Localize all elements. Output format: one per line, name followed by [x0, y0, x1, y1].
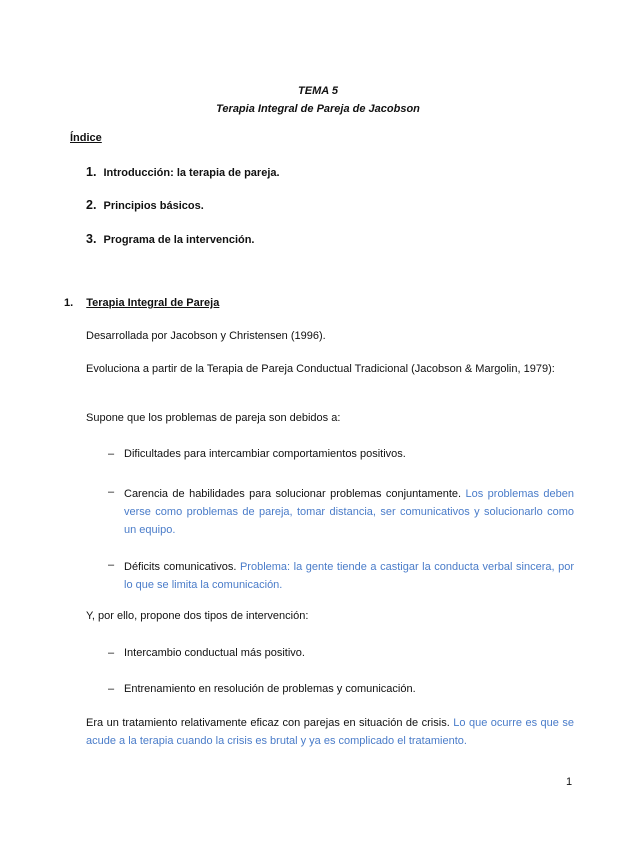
paragraph: Desarrollada por Jacobson y Christensen (1996). — [86, 330, 326, 342]
index-heading: Índice — [70, 132, 102, 144]
bullet-text: Déficits comunicativos. — [124, 561, 237, 573]
index-item — [86, 165, 280, 179]
bullet-note: Problema: la gente tiende a castigar la conducta verbal sincera, por lo que se limita la comunicación. — [124, 561, 575, 591]
paragraph: Supone que los problemas de pareja son debidos a: — [86, 412, 341, 424]
bullet-item — [124, 558, 574, 594]
section-title: Terapia Integral de Pareja — [86, 297, 220, 309]
index-item-label: Programa de la intervención. — [103, 234, 255, 246]
bullet-text: Carencia de habilidades para solucionar problemas conjuntamente. — [124, 488, 462, 500]
bullet-item — [124, 485, 574, 539]
index-item — [86, 198, 204, 212]
paragraph-note: Lo que ocurre es que se acude a la terapia cuando la crisis es brutal y ya es complicado el tratamiento. — [86, 717, 575, 747]
paragraph-text: Era un tratamiento relativamente eficaz con parejas en situación de crisis. — [86, 717, 450, 729]
doc-title: TEMA 5 — [298, 85, 338, 97]
paragraph: Evoluciona a partir de la Terapia de Pareja Conductual Tradicional (Jacobson & Margolin, 1979): — [86, 363, 555, 375]
paragraph: Y, por ello, propone dos tipos de intervención: — [86, 610, 309, 622]
page-number: 1 — [566, 776, 573, 788]
index-item-label: Introducción: la terapia de pareja. — [103, 167, 280, 179]
index-item — [86, 232, 255, 246]
bullet-dash: – — [108, 683, 115, 695]
bullet-note: Los problemas deben verse como problemas de pareja, tomar distancia, ser comunicativos y solucionarlo como un equipo. — [124, 488, 575, 536]
section-number: 1. — [64, 297, 74, 309]
bullet-dash: – — [108, 448, 115, 460]
index-item-label: Principios básicos. — [103, 200, 204, 212]
bullet-item: Dificultades para intercambiar comportamientos positivos. — [124, 448, 406, 460]
bullet-item: Entrenamiento en resolución de problemas y comunicación. — [124, 683, 416, 695]
bullet-item: Intercambio conductual más positivo. — [124, 647, 305, 659]
doc-subtitle: Terapia Integral de Pareja de Jacobson — [216, 103, 420, 115]
bullet-dash: – — [108, 486, 115, 498]
index-item-number: 2. — [86, 198, 97, 212]
index-item-number: 3. — [86, 232, 97, 246]
bullet-dash: – — [108, 559, 115, 571]
section-heading — [64, 297, 219, 309]
index-item-number: 1. — [86, 165, 97, 179]
paragraph — [86, 714, 574, 750]
bullet-dash: – — [108, 647, 115, 659]
